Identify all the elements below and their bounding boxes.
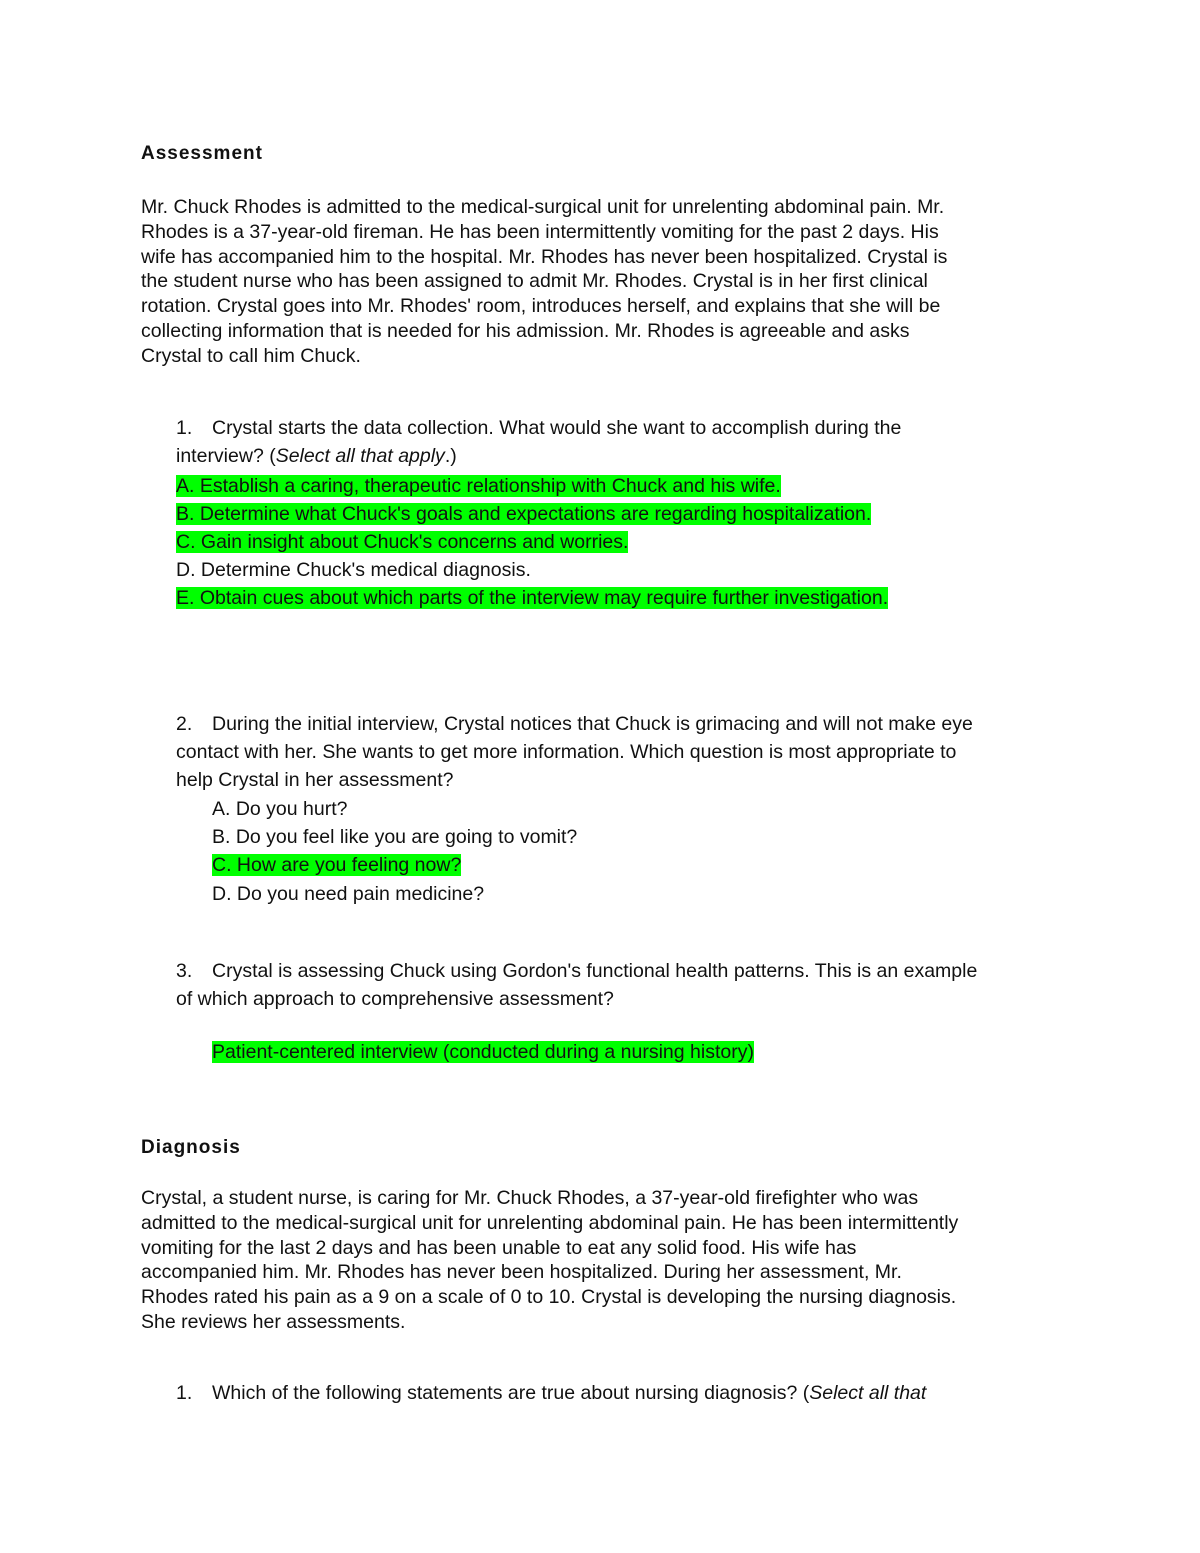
diagnosis-paragraph bbox=[141, 1186, 1046, 1335]
paragraph-line: Crystal, a student nurse, is caring for Mr. Chuck Rhodes, a 37-year-old firefighter who was bbox=[141, 1187, 919, 1209]
paragraph-line: Crystal to call him Chuck. bbox=[141, 344, 361, 367]
paragraph-line: the student nurse who has been assigned to admit Mr. Rhodes. Crystal is in her first clinical bbox=[141, 270, 928, 293]
paragraph-line: vomiting for the last 2 days and has been unable to eat any solid food. His wife has bbox=[141, 1236, 857, 1259]
select-all-note: Select all that apply bbox=[275, 445, 445, 467]
question-text: During the initial interview, Crystal notices that Chuck is grimacing and will not make eye bbox=[212, 713, 973, 735]
question-2-line-1 bbox=[176, 710, 973, 739]
question-2-line-3: help Crystal in her assessment? bbox=[176, 769, 454, 791]
diagnosis-heading: Diagnosis bbox=[141, 1137, 241, 1158]
question-number: 1. bbox=[176, 417, 193, 439]
paragraph-line: wife has accompanied him to the hospital. Mr. Rhodes has never been hospitalized. Crystal is bbox=[141, 245, 948, 268]
answer-highlight: C. How are you feeling now? bbox=[212, 854, 462, 876]
q2-option-b bbox=[212, 823, 577, 851]
option-text: A. Do you hurt? bbox=[212, 798, 348, 820]
q2-option-d bbox=[212, 880, 484, 908]
paragraph-line: Rhodes rated his pain as a 9 on a scale of 0 to 10. Crystal is developing the nursing diagnosis. bbox=[141, 1286, 957, 1309]
question-3-line-2: of which approach to comprehensive assessment? bbox=[176, 988, 614, 1010]
paragraph-line: rotation. Crystal goes into Mr. Rhodes' room, introduces herself, and explains that she will be bbox=[141, 295, 941, 318]
answer-highlight: C. Gain insight about Chuck's concerns and worries. bbox=[176, 531, 629, 553]
assessment-paragraph bbox=[141, 195, 1046, 369]
question-text: Which of the following statements are true about nursing diagnosis? ( bbox=[212, 1382, 810, 1404]
paragraph-line: collecting information that is needed for his admission. Mr. Rhodes is agreeable and asks bbox=[141, 319, 910, 342]
q2-option-a bbox=[212, 795, 348, 823]
q1-option-c bbox=[176, 528, 628, 556]
answer-highlight: A. Establish a caring, therapeutic relationship with Chuck and his wife. bbox=[176, 475, 781, 497]
paragraph-line: admitted to the medical-surgical unit for unrelenting abdominal pain. He has been intermittently bbox=[141, 1211, 959, 1234]
diagnosis-question-1 bbox=[176, 1379, 926, 1408]
q1-option-d bbox=[176, 556, 531, 584]
paragraph-line: Rhodes is a 37-year-old fireman. He has been intermittently vomiting for the past 2 days. His bbox=[141, 220, 939, 243]
paragraph-line: accompanied him. Mr. Rhodes has never been hospitalized. During her assessment, Mr. bbox=[141, 1261, 902, 1284]
question-3-line-1 bbox=[176, 957, 977, 986]
question-2-line-2: contact with her. She wants to get more information. Which question is most appropriate to bbox=[176, 741, 957, 763]
question-text: .) bbox=[444, 445, 457, 467]
select-all-note: Select all that bbox=[809, 1382, 927, 1404]
paragraph-line: Mr. Chuck Rhodes is admitted to the medical-surgical unit for unrelenting abdominal pain. Mr. bbox=[141, 196, 945, 218]
question-text: Crystal is assessing Chuck using Gordon's functional health patterns. This is an example bbox=[212, 960, 978, 982]
q1-option-e bbox=[176, 584, 888, 612]
answer-highlight: E. Obtain cues about which parts of the interview may require further investigation. bbox=[176, 587, 889, 609]
question-text: Crystal starts the data collection. What would she want to accomplish during the bbox=[212, 417, 902, 439]
question-number: 2. bbox=[176, 713, 193, 735]
question-text: interview? ( bbox=[176, 445, 276, 467]
q1-option-a bbox=[176, 472, 781, 500]
q2-option-c bbox=[212, 851, 461, 879]
question-1-line-1 bbox=[176, 414, 901, 443]
q3-answer bbox=[212, 1038, 754, 1066]
question-number: 3. bbox=[176, 960, 193, 982]
question-1-line-2 bbox=[176, 442, 457, 471]
paragraph-line: She reviews her assessments. bbox=[141, 1310, 406, 1333]
option-text: D. Do you need pain medicine? bbox=[212, 883, 485, 905]
option-text: D. Determine Chuck's medical diagnosis. bbox=[176, 559, 531, 581]
q1-option-b bbox=[176, 500, 871, 528]
answer-highlight: Patient-centered interview (conducted during a nursing history) bbox=[212, 1041, 754, 1063]
answer-highlight: B. Determine what Chuck's goals and expectations are regarding hospitalization. bbox=[176, 503, 872, 525]
question-number: 1. bbox=[176, 1382, 193, 1404]
assessment-heading: Assessment bbox=[141, 143, 263, 164]
option-text: B. Do you feel like you are going to vomit? bbox=[212, 826, 578, 848]
